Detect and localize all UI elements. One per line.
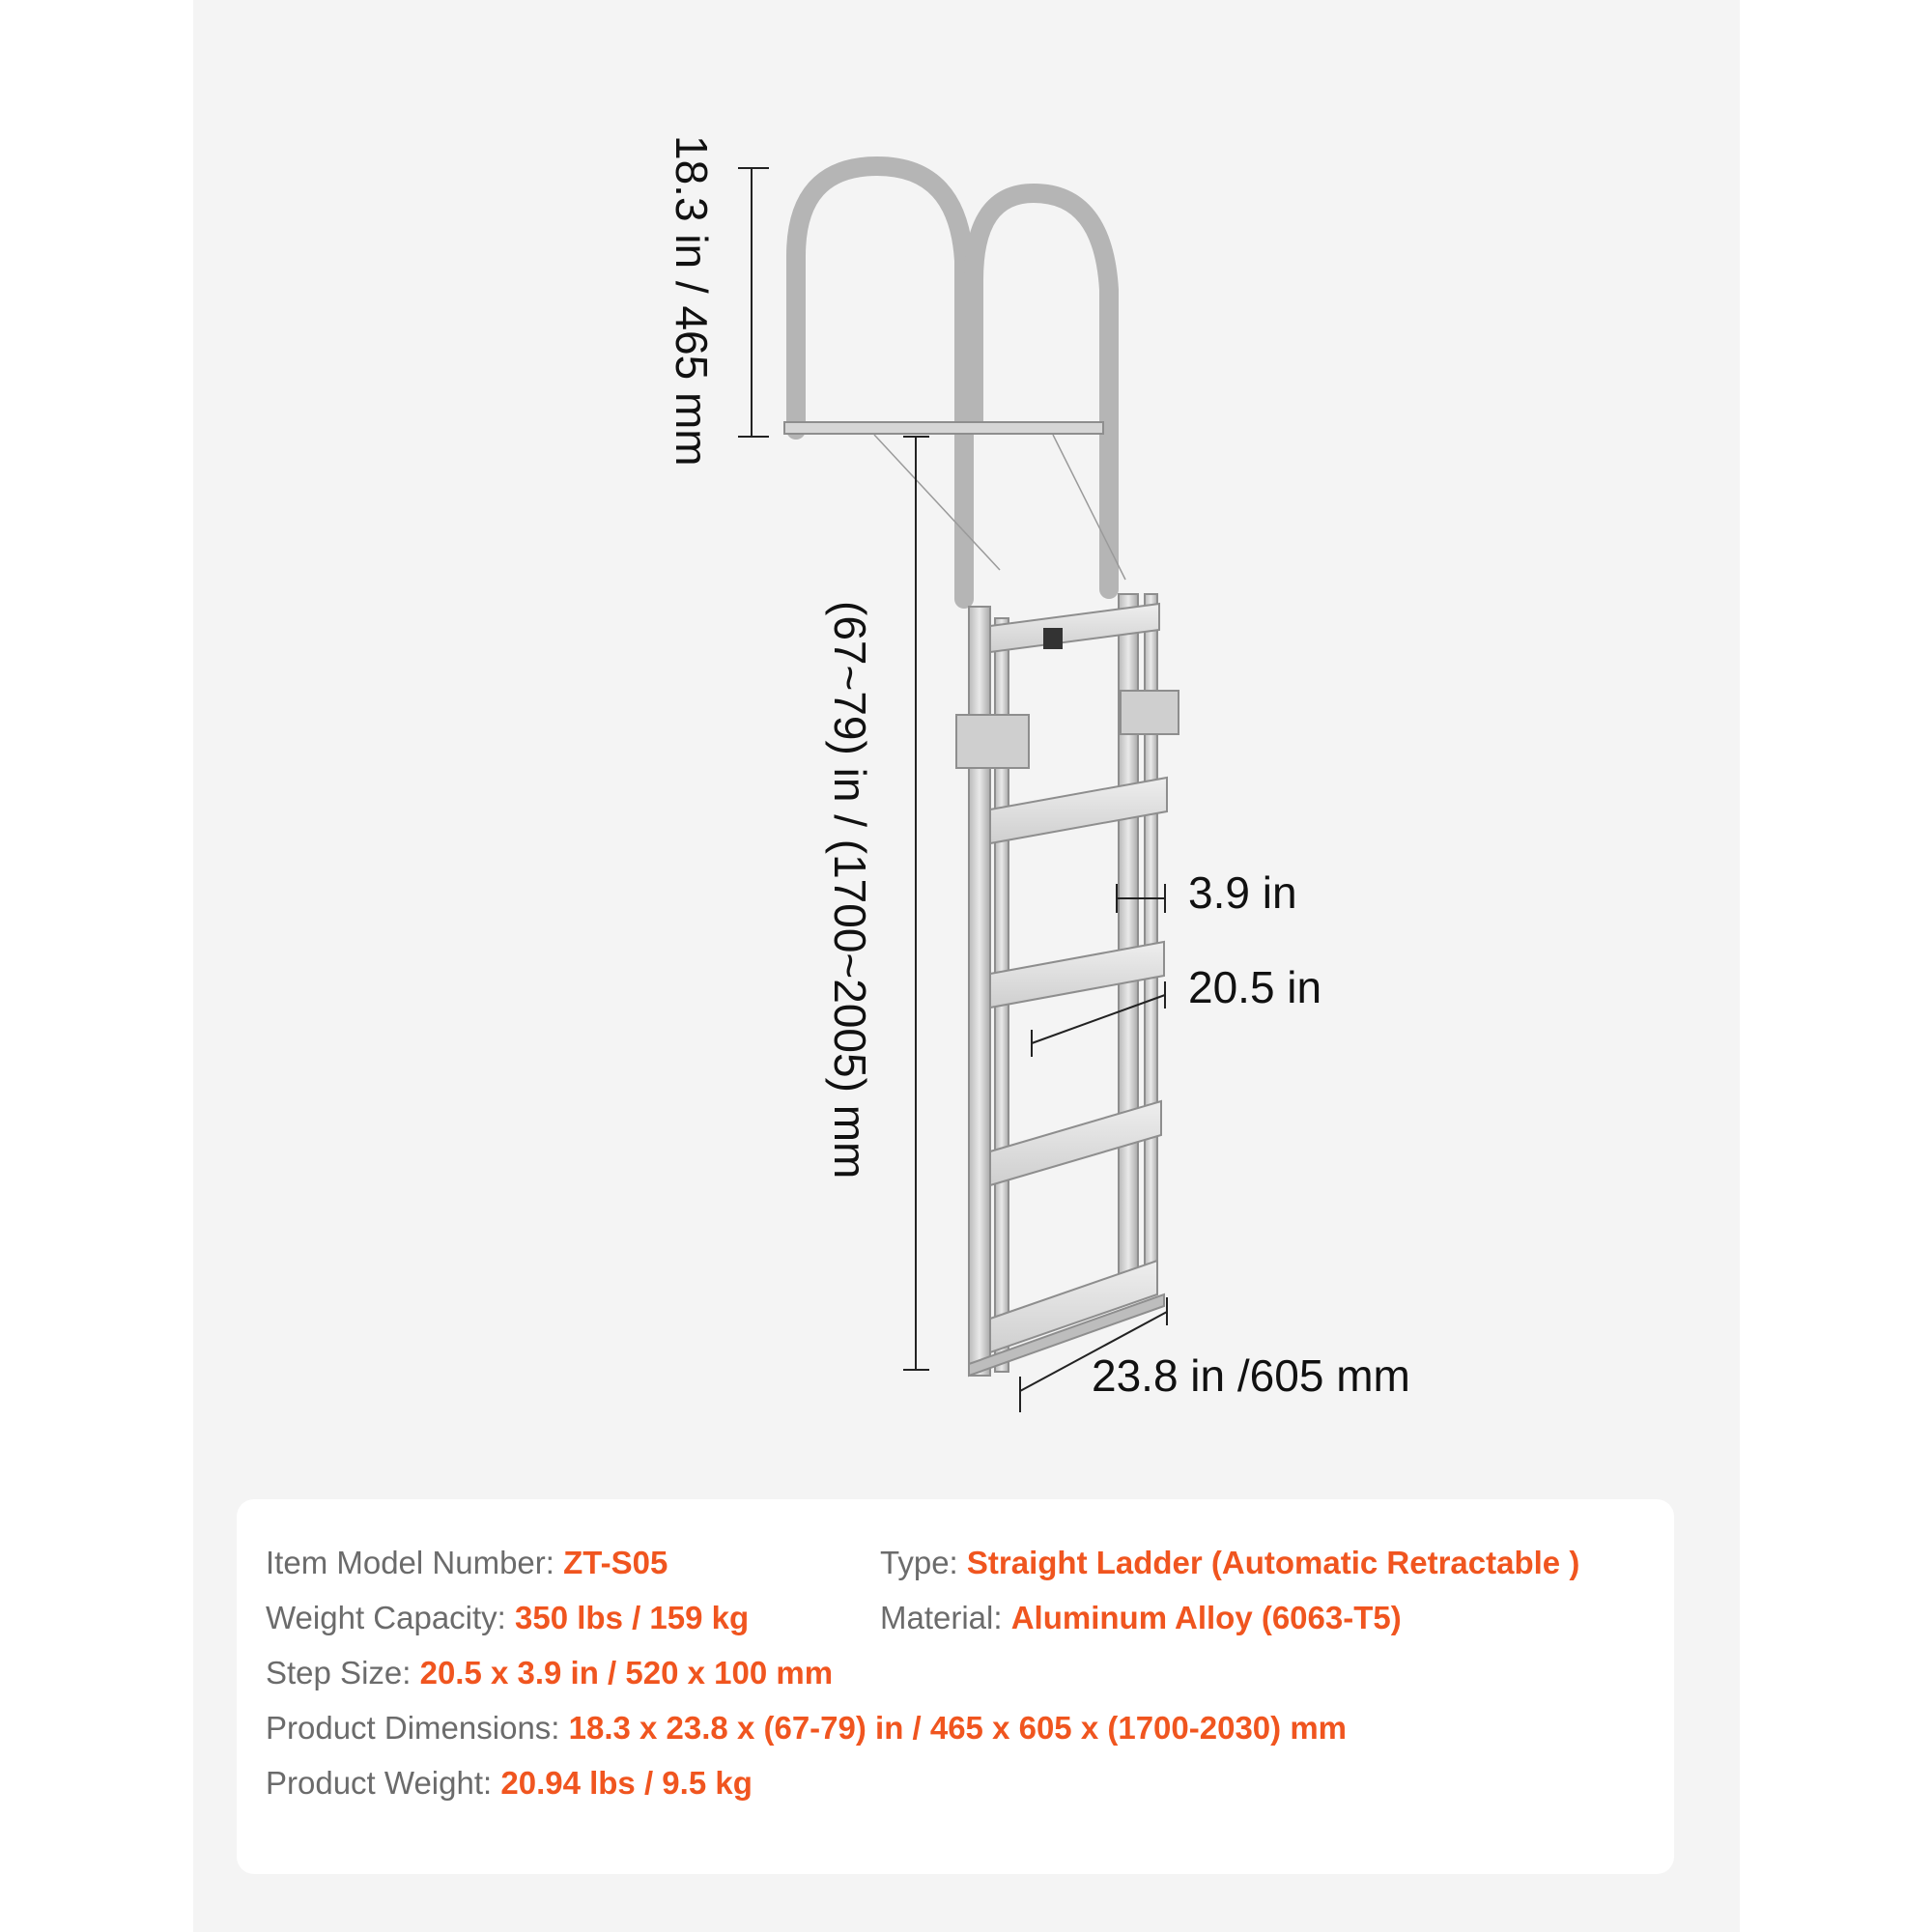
- spec-dimensions-label: Product Dimensions:: [266, 1710, 560, 1746]
- spec-step-size: [266, 1654, 833, 1692]
- left-handrail: [796, 166, 964, 599]
- spec-dimensions-value: 18.3 x 23.8 x (67-79) in / 465 x 605 x (1700-2030) mm: [568, 1710, 1347, 1746]
- spec-capacity: [266, 1599, 749, 1637]
- left-clamp: [956, 715, 1029, 768]
- step-width-label: 20.5 in: [1188, 962, 1322, 1012]
- spec-type-label: Type:: [880, 1545, 958, 1580]
- spec-model-value: ZT-S05: [563, 1545, 668, 1580]
- spec-weight-value: 20.94 lbs / 9.5 kg: [500, 1765, 753, 1801]
- spec-weight-label: Product Weight:: [266, 1765, 493, 1801]
- spec-material: [880, 1599, 1402, 1637]
- mount-bracket: [784, 422, 1103, 434]
- spec-weight: [266, 1764, 753, 1803]
- total-height-label: (67~79) in / (1700~2005) mm: [825, 601, 875, 1179]
- spec-step-size-label: Step Size:: [266, 1655, 412, 1690]
- spec-type: [880, 1544, 1579, 1582]
- spec-model-label: Item Model Number:: [266, 1545, 554, 1580]
- right-handrail: [974, 193, 1109, 589]
- spec-material-value: Aluminum Alloy (6063-T5): [1010, 1600, 1402, 1635]
- spec-dimensions: [266, 1709, 1347, 1747]
- right-clamp: [1121, 691, 1179, 734]
- spec-material-label: Material:: [880, 1600, 1003, 1635]
- step-1: [990, 778, 1167, 843]
- spec-capacity-value: 350 lbs / 159 kg: [515, 1600, 750, 1635]
- handle-height-label: 18.3 in / 465 mm: [667, 135, 717, 467]
- spec-card: [237, 1499, 1674, 1874]
- spec-type-value: Straight Ladder (Automatic Retractable ): [966, 1545, 1580, 1580]
- base-width-label: 23.8 in /605 mm: [1092, 1350, 1410, 1401]
- spec-step-size-value: 20.5 x 3.9 in / 520 x 100 mm: [419, 1655, 834, 1690]
- spec-capacity-label: Weight Capacity:: [266, 1600, 506, 1635]
- spec-model: [266, 1544, 668, 1582]
- step-depth-label: 3.9 in: [1188, 867, 1297, 918]
